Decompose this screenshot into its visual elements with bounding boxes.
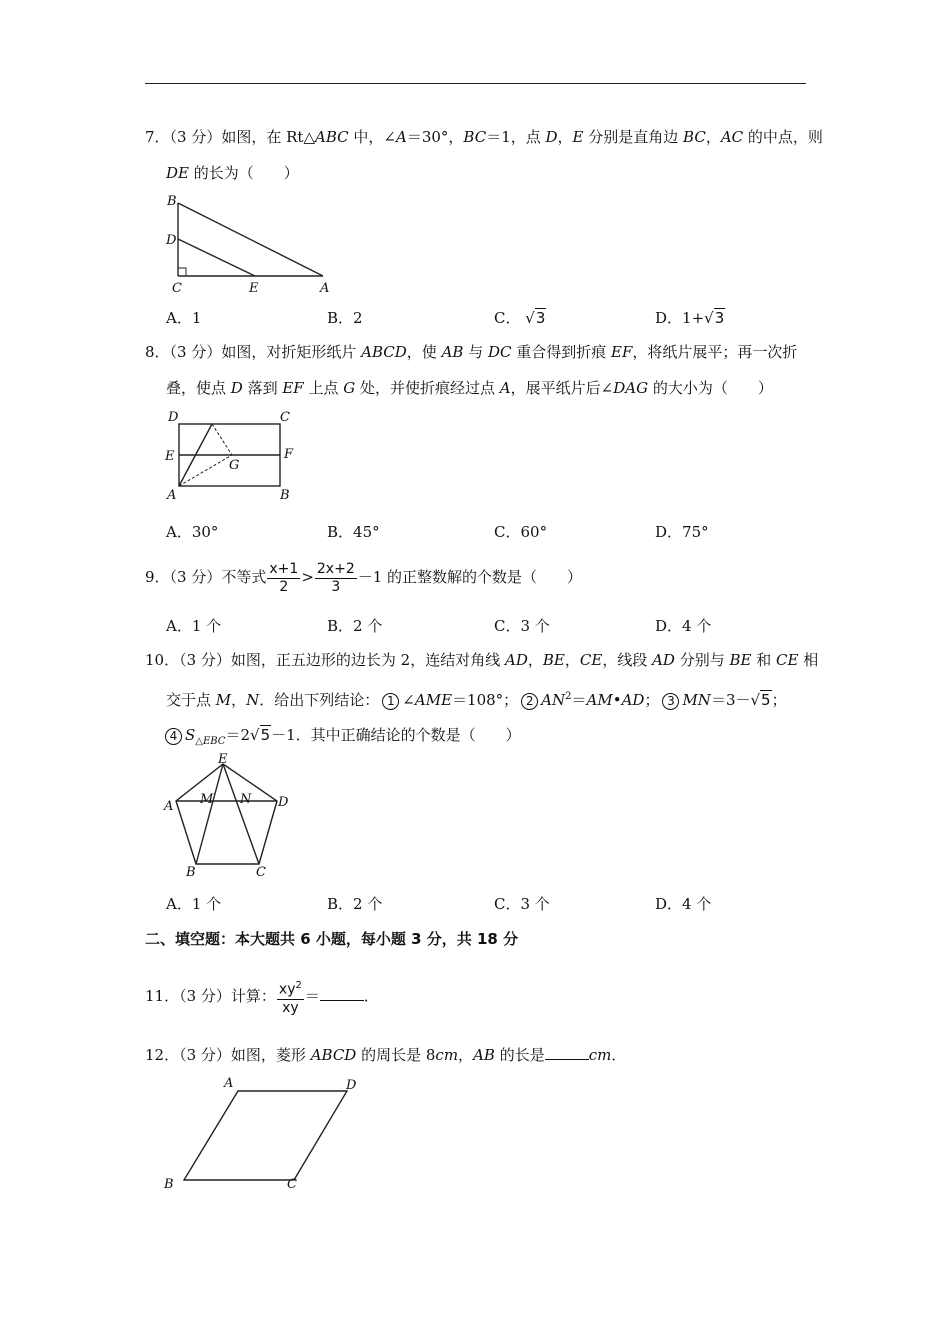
q12-label-D: D (346, 1078, 357, 1093)
q10-label-N: N (240, 792, 252, 807)
q10-label-A: A (164, 799, 174, 814)
q7-triangle-figure (160, 190, 340, 300)
q10-label-D: D (278, 795, 289, 810)
q7-line-1: 7．（3 分）如图，在 Rt△ABC 中，∠A＝30°，BC＝1，点 D，E 分别是直角边 BC，AC 的中点，则 (145, 128, 823, 146)
sqrt-3: √3 (704, 309, 725, 327)
section-2-heading: 二、填空题：本大题共 6 小题，每小题 3 分，共 18 分 (145, 930, 519, 948)
q12-line-1: 12．（3 分）如图，菱形 ABCD 的周长是 8cm，AB 的长是 cm． (145, 1046, 627, 1064)
q9-option-c[interactable]: C．3 个 (494, 617, 550, 635)
q7-option-b[interactable]: B．2 (327, 309, 363, 327)
q10-option-b[interactable]: B．2 个 (327, 895, 383, 913)
q12-label-B: B (164, 1177, 174, 1192)
q7-option-c[interactable]: C． √3 (494, 309, 546, 327)
q11-line-1: 11．（3 分）计算： $\frac{xy^2}{xy}$ ＝ ． (145, 976, 379, 1017)
circled-number-3: 3 (662, 693, 679, 710)
q7-option-a[interactable]: A．1 (166, 309, 202, 327)
q10-line-3: 4 $S_{\triangle EBC}=2√5-1$．其中正确结论的个数是（ ） (162, 725, 521, 752)
q9-option-d[interactable]: D．4 个 (655, 617, 712, 635)
q8-label-D: D (168, 410, 179, 425)
q10-label-M: M (200, 792, 214, 807)
q12-label-A: A (224, 1076, 234, 1091)
q9-line-1: 9．（3 分）不等式 $\frac{x+1}{2}$ > $\frac{2x+2}{3}$ －1 的正整数解的个数是（ ） (145, 560, 583, 595)
q8-option-c[interactable]: C．60° (494, 523, 548, 541)
q8-label-G: G (229, 458, 240, 473)
q7-label-E: E (249, 281, 259, 296)
q8-label-A: A (167, 488, 177, 503)
q8-option-a[interactable]: A．30° (166, 523, 219, 541)
header-rule (145, 83, 806, 84)
q10-option-c[interactable]: C．3 个 (494, 895, 550, 913)
q7-label-C: C (172, 281, 182, 296)
q10-label-C: C (256, 865, 266, 880)
sqrt-5: √5 (750, 691, 771, 709)
q7-label-D: D (166, 233, 177, 248)
q7-option-d[interactable]: D．1+√3 (655, 309, 725, 327)
q7-label-A: A (320, 281, 330, 296)
fraction-1: $\frac{x+1}{2}$ (269, 560, 299, 595)
q8-line-1: 8．（3 分）如图，对折矩形纸片 ABCD，使 AB 与 DC 重合得到折痕 EF，将纸片展平；再一次折 (145, 343, 798, 361)
q8-option-b[interactable]: B．45° (327, 523, 380, 541)
q9-option-a[interactable]: A．1 个 (166, 617, 222, 635)
sqrt-5: √5 (250, 726, 271, 744)
q8-label-E: E (165, 449, 175, 464)
q10-pentagon-figure (160, 752, 310, 882)
q7-line-2: DE 的长为（ ） (166, 164, 299, 182)
circled-number-1: 1 (382, 693, 399, 710)
q10-option-d[interactable]: D．4 个 (655, 895, 712, 913)
q8-option-d[interactable]: D．75° (655, 523, 709, 541)
q10-line-1: 10．（3 分）如图，正五边形的边长为 2，连结对角线 AD，BE，CE，线段 AD 分别与 BE 和 CE 相 (145, 651, 819, 669)
q8-line-2: 叠，使点 D 落到 EF 上点 G 处，并使折痕经过点 A，展平纸片后∠DAG 的大小为（ ） (166, 379, 773, 397)
sqrt-3: √3 (525, 309, 546, 327)
q10-label-B: B (186, 865, 196, 880)
q9-option-b[interactable]: B．2 个 (327, 617, 383, 635)
q8-rectangle-figure (160, 405, 310, 505)
q10-line-2: 交于点 M，N．给出下列结论： 1 ∠AME＝108°； 2 $AN^2=AM•AD$； 3 MN＝3－√5； (166, 691, 787, 709)
q10-label-E: E (218, 752, 228, 767)
q10-option-a[interactable]: A．1 个 (166, 895, 222, 913)
q8-label-F: F (284, 447, 294, 462)
answer-blank[interactable] (320, 986, 364, 1001)
q8-label-C: C (280, 410, 290, 425)
q8-label-B: B (280, 488, 290, 503)
circled-number-2: 2 (521, 693, 538, 710)
q12-rhombus-figure (160, 1072, 370, 1197)
q7-label-B: B (167, 194, 177, 209)
fraction-xy2-over-xy: $\frac{xy^2}{xy}$ (277, 977, 304, 1017)
q12-label-C: C (287, 1177, 297, 1192)
fraction-2: $\frac{2x+2}{3}$ (316, 560, 355, 595)
circled-number-4: 4 (165, 728, 182, 745)
answer-blank[interactable] (545, 1045, 589, 1060)
